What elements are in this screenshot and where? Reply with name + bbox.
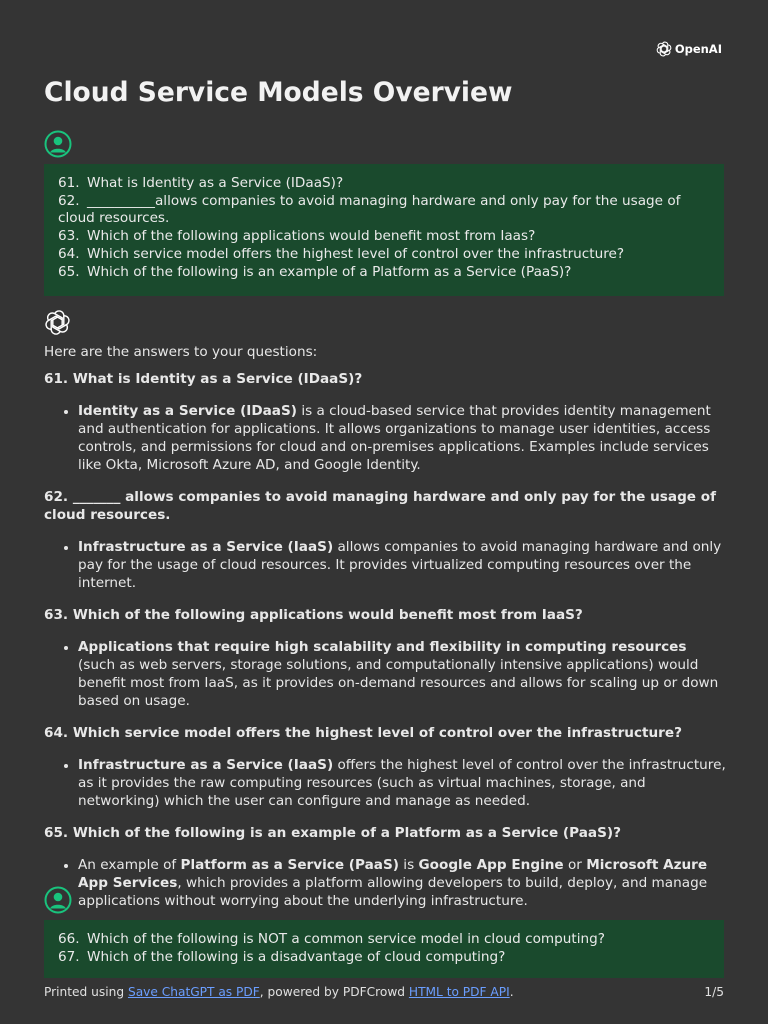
save-chatgpt-as-pdf-link[interactable]: Save ChatGPT as PDF xyxy=(127,985,260,999)
user-question: 66. Which of the following is NOT a common service model in cloud computing? xyxy=(58,931,605,947)
user-question: 61. What is Identity as a Service (IDaaS)? xyxy=(58,175,344,191)
answer-list xyxy=(44,402,726,474)
print-footer xyxy=(44,985,724,999)
user-avatar-icon xyxy=(44,886,72,914)
chatgpt-logo-icon xyxy=(44,309,71,336)
user-avatar-icon xyxy=(44,130,72,158)
answer-item: • Identity as a Service (IDaaS) is a cloud-based service that provides identity management and authentication for applications. It allows organizations to manage user identities, access controls, and permissions for cloud and on-premises applications. Examples include services like Okta, Microsoft Azure AD, and Google Identity. xyxy=(78,402,726,474)
openai-logo-icon xyxy=(656,41,672,57)
answer-item: • Infrastructure as a Service (IaaS) offers the highest level of control over the infrastructure, as it provides the raw computing resources (such as virtual machines, storage, and networking) which the user can configure and manage as needed. xyxy=(78,756,726,810)
answer-list xyxy=(44,856,726,910)
answer-heading: 63. Which of the following applications would benefit most from IaaS? xyxy=(44,607,583,623)
openai-brand xyxy=(656,41,722,57)
brand-name: OpenAI xyxy=(674,42,722,56)
answer-item: • Applications that require high scalability and flexibility in computing resources (such as web servers, storage solutions, and computationally intensive applications) would benefit most from IaaS, as it provides on-demand resources and allows for scaling up or down based on usage. xyxy=(78,638,726,710)
answer-heading: 65. Which of the following is an example of a Platform as a Service (PaaS)? xyxy=(44,825,621,841)
user-message-2 xyxy=(44,920,724,978)
answer-intro: Here are the answers to your questions: xyxy=(44,344,318,360)
user-question: 64. Which service model offers the highest level of control over the infrastructure? xyxy=(58,245,625,262)
user-question: 67. Which of the following is a disadvantage of cloud computing? xyxy=(58,948,506,965)
assistant-message xyxy=(44,343,726,924)
answer-heading: 62. _______ allows companies to avoid managing hardware and only pay for the usage of cloud resources. xyxy=(44,489,717,523)
answer-list xyxy=(44,538,726,592)
answer-item: • An example of Platform as a Service (PaaS) is Google App Engine or Microsoft Azure App Services, which provides a platform allowing developers to build, deploy, and manage applications without worrying about the underlying infrastructure. xyxy=(78,856,726,910)
page-number: 1/5 xyxy=(704,985,724,999)
answer-item: • Infrastructure as a Service (IaaS) allows companies to avoid managing hardware and only pay for the usage of cloud resources. It provides virtualized computing resources over the internet. xyxy=(78,538,726,592)
user-question: 63. Which of the following applications would benefit most from Iaas? xyxy=(58,228,536,245)
answer-list xyxy=(44,638,726,710)
page-title: Cloud Service Models Overview xyxy=(44,77,513,108)
answer-heading: 61. What is Identity as a Service (IDaaS)? xyxy=(44,371,363,387)
user-message-1 xyxy=(44,164,724,296)
user-question: 65. Which of the following is an example of a Platform as a Service (PaaS)? xyxy=(58,263,572,280)
user-question: 62. __________allows companies to avoid managing hardware and only pay for the usage of cloud resources. xyxy=(58,192,681,227)
answer-heading: 64. Which service model offers the highest level of control over the infrastructure? xyxy=(44,725,682,741)
footer-credit: Printed using Save ChatGPT as PDF, powered by PDFCrowd HTML to PDF API. xyxy=(44,985,514,999)
answer-list xyxy=(44,756,726,810)
html-to-pdf-api-link[interactable]: HTML to PDF API xyxy=(408,985,510,999)
